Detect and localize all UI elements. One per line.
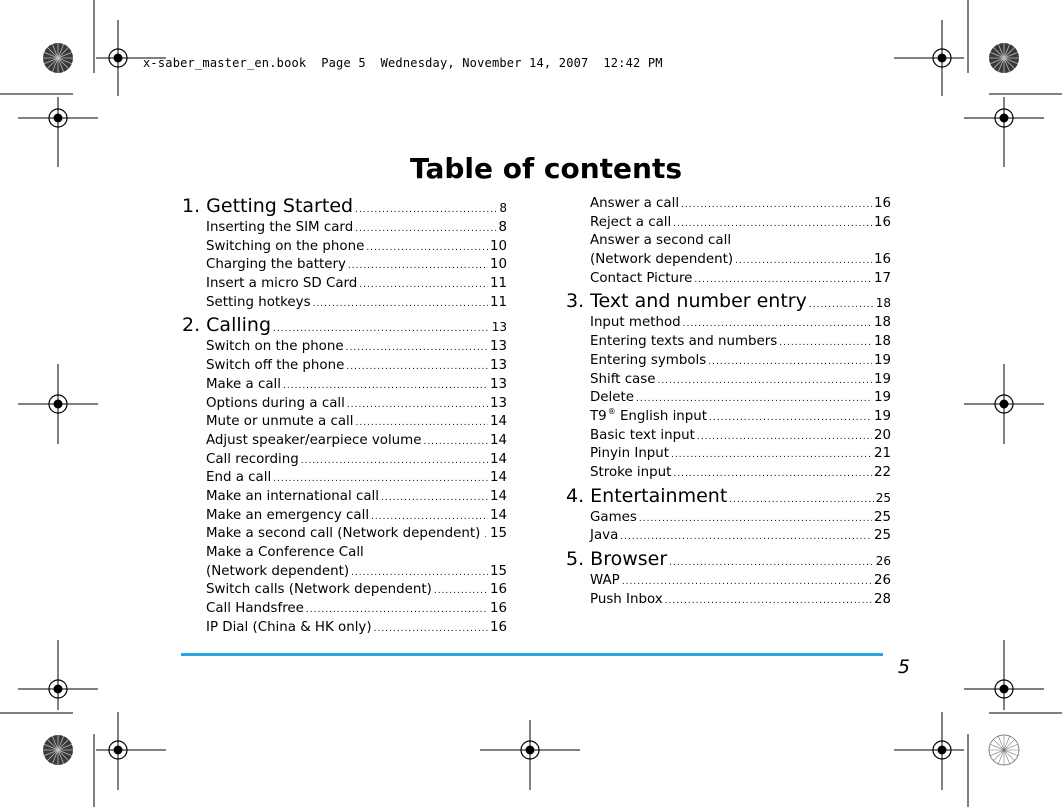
toc-entry[interactable]: Switch off the phone ..... 13	[182, 357, 507, 376]
toc-entry[interactable]: Make a second call (Network dependent) ..... 15	[182, 525, 507, 544]
toc-entry[interactable]: (Network dependent) ..... 16	[566, 251, 891, 270]
toc-entry[interactable]: Adjust speaker/earpiece volume ..... 14	[182, 432, 507, 451]
toc-entry[interactable]: Switch on the phone ..... 13	[182, 338, 507, 357]
toc-entry[interactable]: Input method ..... 18	[566, 314, 891, 333]
toc-entry[interactable]: IP Dial (China & HK only) ..... 16	[182, 619, 507, 638]
toc-entry[interactable]: Make an international call ..... 14	[182, 488, 507, 507]
toc-entry[interactable]: Entering texts and numbers ..... 18	[566, 333, 891, 352]
toc-entry[interactable]: Insert a micro SD Card ..... 11	[182, 275, 507, 294]
toc-right-column	[566, 195, 891, 609]
toc-section-text-entry[interactable]: 3. Text and number entry ..... 18	[566, 288, 891, 314]
page-number: 13	[491, 320, 507, 335]
toc-entry[interactable]: Push Inbox ..... 28	[566, 591, 891, 610]
toc-entry[interactable]: Answer a call ..... 16	[566, 195, 891, 214]
toc-entry[interactable]: Switch calls (Network dependent) ..... 16	[182, 581, 507, 600]
page-number: 25	[875, 490, 891, 505]
toc-entry[interactable]: End a call ..... 14	[182, 469, 507, 488]
toc-entry[interactable]: Setting hotkeys ..... 11	[182, 294, 507, 313]
toc-entry[interactable]: Stroke input ..... 22	[566, 464, 891, 483]
toc-entry[interactable]: Contact Picture ..... 17	[566, 270, 891, 289]
page-number: 8	[499, 201, 507, 215]
toc-entry[interactable]: Make an emergency call ..... 14	[182, 507, 507, 526]
toc-entry[interactable]: T9® English input ..... 19	[566, 408, 891, 427]
print-header-stamp: x-saber_master_en.book Page 5 Wednesday, November 14, 2007 12:42 PM	[143, 56, 663, 70]
toc-entry[interactable]: Switching on the phone ..... 10	[182, 238, 507, 257]
page-title: Table of contents	[409, 152, 683, 185]
toc-entry[interactable]: Pinyin Input ..... 21	[566, 445, 891, 464]
page-number: 18	[875, 296, 891, 311]
toc-section-browser[interactable]: 5. Browser ..... 26	[566, 546, 891, 572]
toc-entry[interactable]: Reject a call ..... 16	[566, 214, 891, 233]
toc-entry[interactable]: Delete ..... 19	[566, 389, 891, 408]
toc-entry[interactable]: Options during a call ..... 13	[182, 395, 507, 414]
toc-section-getting-started[interactable]: 1. Getting Started ..... 8	[182, 193, 507, 219]
toc-entry[interactable]: Inserting the SIM card ..... 8	[182, 219, 507, 238]
toc-left-column	[182, 193, 507, 637]
toc-entry[interactable]: Call recording ..... 14	[182, 451, 507, 470]
toc-entry[interactable]: Make a call ..... 13	[182, 376, 507, 395]
toc-entry[interactable]: WAP ..... 26	[566, 572, 891, 591]
toc-entry[interactable]: Java ..... 25	[566, 527, 891, 546]
toc-entry[interactable]: Games ..... 25	[566, 509, 891, 528]
toc-section-entertainment[interactable]: 4. Entertainment ..... 25	[566, 483, 891, 509]
toc-entry[interactable]: Basic text input ..... 20	[566, 427, 891, 446]
toc-entry-line1[interactable]: Make a Conference Call	[206, 545, 364, 560]
page-number: 26	[875, 554, 891, 568]
toc-section-calling[interactable]: 2. Calling ..... 13	[182, 312, 507, 338]
toc-entry[interactable]: Entering symbols ..... 19	[566, 352, 891, 371]
footer-rule	[181, 653, 883, 656]
toc-entry-line1[interactable]: Answer a second call	[590, 233, 732, 249]
page-number-footer: 5	[897, 656, 910, 678]
toc-entry[interactable]: Call Handsfree ..... 16	[182, 600, 507, 619]
toc-entry[interactable]: Mute or unmute a call ..... 14	[182, 413, 507, 432]
toc-entry[interactable]: (Network dependent) ..... 15	[182, 563, 507, 582]
toc-entry[interactable]: Charging the battery ..... 10	[182, 256, 507, 275]
toc-entry[interactable]: Shift case ..... 19	[566, 371, 891, 390]
registered-mark: ®	[607, 407, 616, 417]
